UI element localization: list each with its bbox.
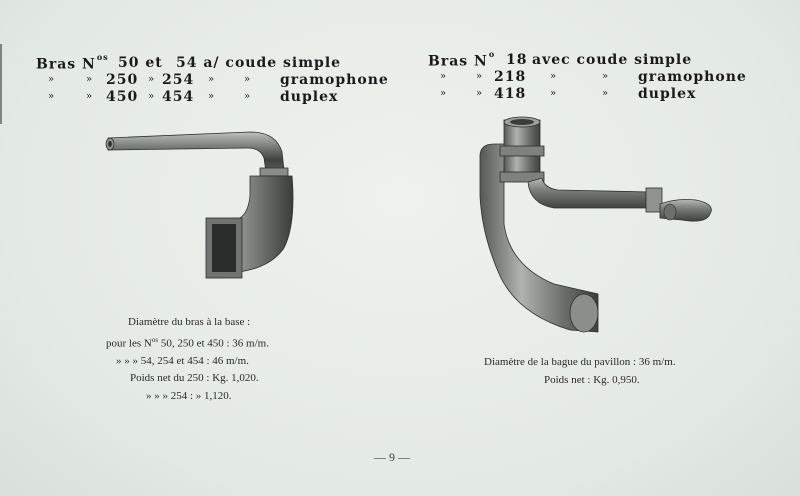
ditto-mark: »: [208, 74, 216, 85]
ditto-mark: »: [244, 74, 252, 85]
tonearm-gooseneck-illustration: [470, 116, 720, 336]
page-number: — 9 —: [374, 450, 410, 464]
left-heading-row-2: [36, 72, 406, 89]
right-heading-row-2: [428, 69, 768, 86]
caption-text: pour les N: [106, 337, 152, 350]
heading-superscript: os: [96, 52, 109, 62]
page-edge: [0, 44, 2, 124]
right-caption: [484, 354, 724, 389]
ditto-mark: »: [48, 74, 56, 85]
ditto-mark: »: [476, 88, 484, 99]
ditto-mark: »: [48, 91, 56, 102]
heading-text: duplex: [638, 86, 697, 102]
heading-text: Bras N: [428, 53, 488, 70]
ditto-mark: »: [86, 74, 94, 85]
heading-text: 218: [494, 69, 527, 85]
left-heading-row-3: [36, 89, 406, 106]
heading-text: 418: [494, 86, 527, 102]
heading-text: duplex: [280, 89, 339, 105]
left-caption: [106, 314, 316, 405]
heading-text: 254: [162, 72, 195, 88]
caption-line: Poids net du 250 : Kg. 1,020.: [130, 372, 259, 385]
heading-text: gramophone: [280, 72, 389, 88]
heading-superscript: o: [488, 49, 496, 59]
left-heading-row-1: [36, 52, 406, 73]
caption-line: Poids net : Kg. 0,950.: [544, 373, 640, 386]
heading-text: Bras N: [36, 56, 96, 73]
caption-superscript: os: [151, 335, 159, 344]
ditto-mark: »: [208, 91, 216, 102]
heading-text: 450: [106, 89, 139, 105]
heading-text: gramophone: [638, 69, 747, 85]
right-heading-row-1: [428, 49, 768, 70]
heading-text: 250: [106, 72, 139, 88]
right-heading-row-3: [428, 86, 768, 103]
ditto-mark: »: [476, 71, 484, 82]
ditto-mark: »: [550, 88, 558, 99]
ditto-mark: »: [244, 91, 252, 102]
caption-line: » » » 54, 254 et 454 : 46 m/m.: [116, 354, 249, 367]
caption-text: 50, 250 et 450 : 36 m/m.: [158, 337, 269, 350]
caption-line: [106, 332, 316, 353]
tonearm-simple-elbow-illustration: [100, 124, 300, 284]
heading-text: 50 et: [118, 55, 163, 71]
right-heading: [428, 49, 768, 103]
heading-text: avec coude simple: [532, 52, 693, 68]
heading-text: 454: [162, 89, 195, 105]
ditto-mark: »: [550, 71, 558, 82]
ditto-mark: »: [148, 74, 156, 85]
heading-text: 18: [506, 52, 528, 68]
left-heading: [36, 52, 406, 106]
ditto-mark: »: [440, 88, 448, 99]
caption-line: » » » 254 : » 1,120.: [146, 389, 232, 402]
caption-line: Diamètre de la bague du pavillon : 36 m/m.: [484, 356, 676, 368]
ditto-mark: »: [148, 91, 156, 102]
heading-text: 54 a/ coude simple: [176, 55, 342, 71]
ditto-mark: »: [440, 71, 448, 82]
ditto-mark: »: [602, 88, 610, 99]
ditto-mark: »: [602, 71, 610, 82]
ditto-mark: »: [86, 91, 94, 102]
caption-line: Diamètre du bras à la base :: [128, 316, 251, 328]
